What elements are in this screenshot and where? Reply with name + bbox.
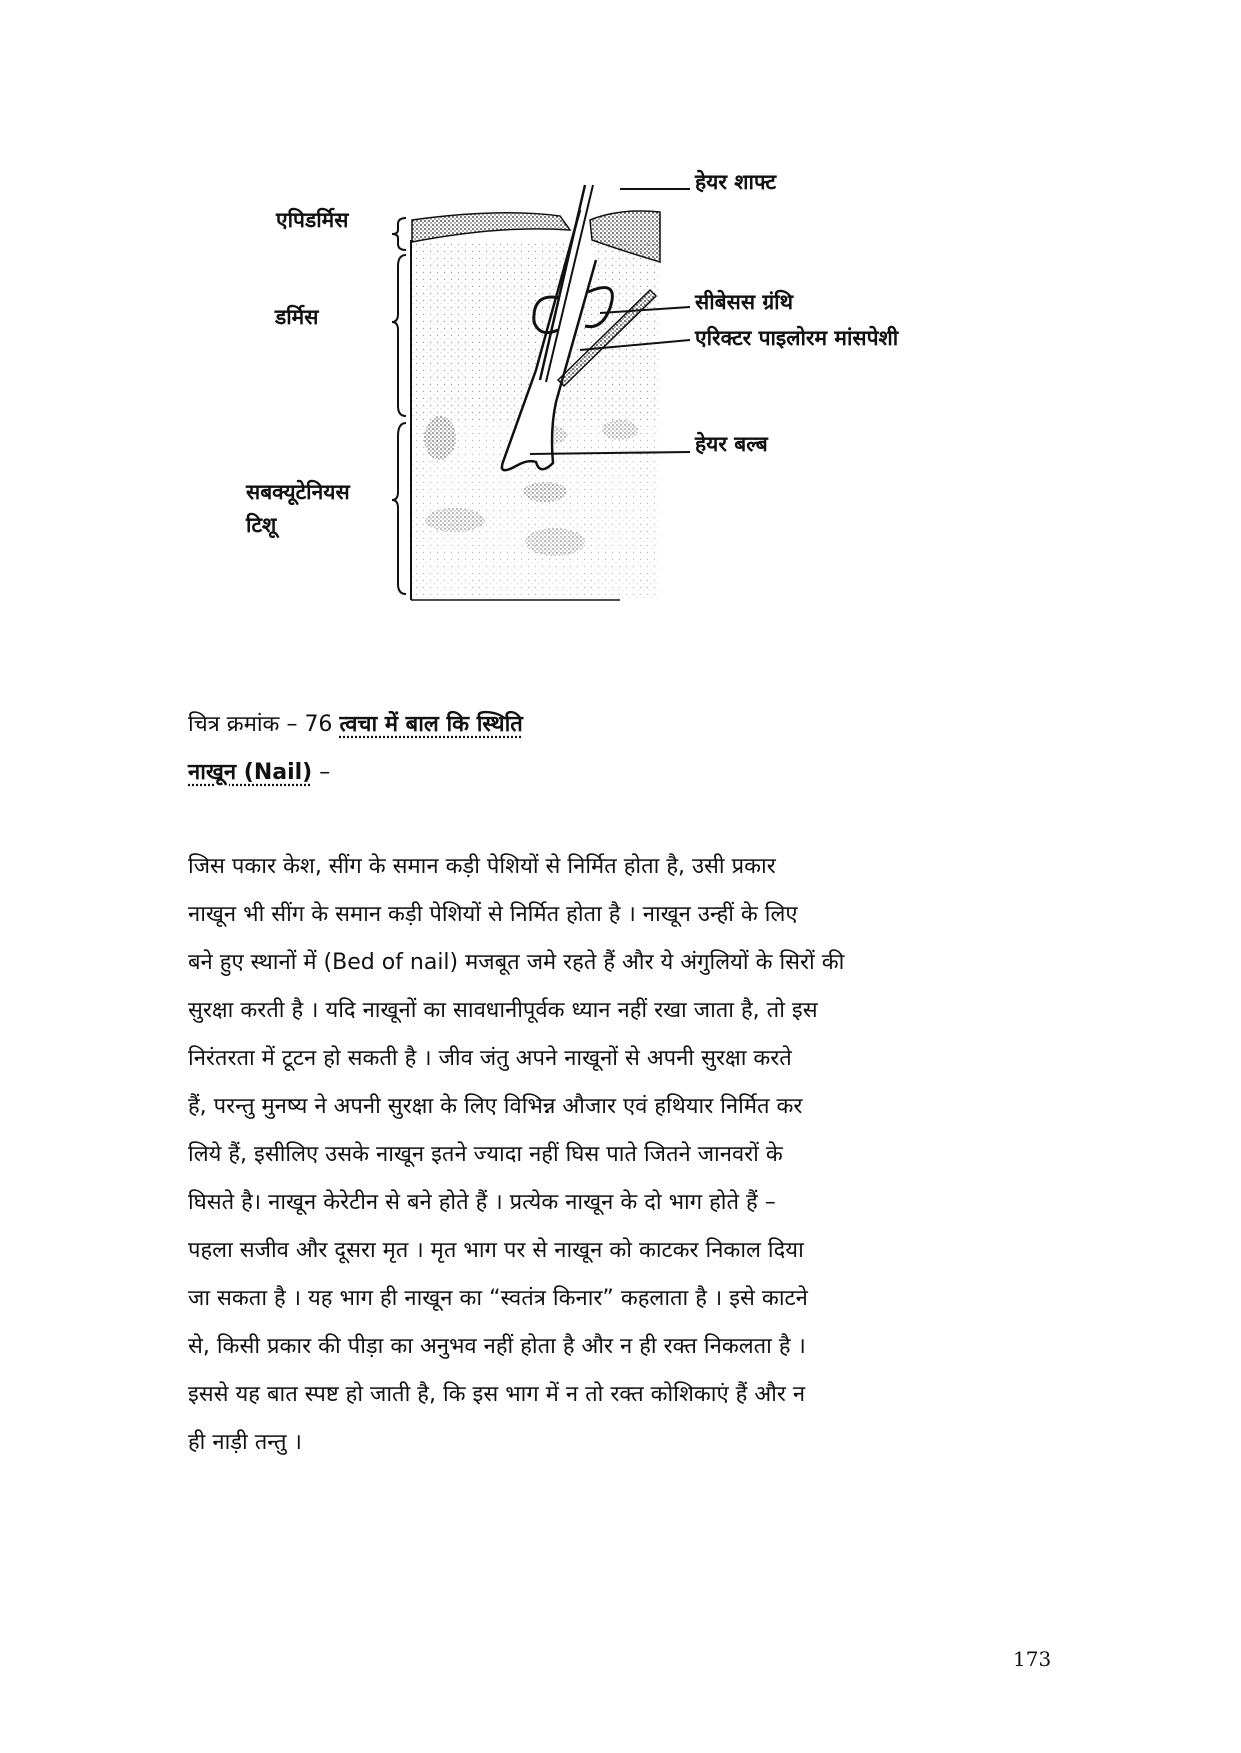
- label-hair-bulb: हेयर बल्ब: [695, 432, 768, 456]
- brace-subcutaneous: [392, 423, 406, 594]
- fat-cell: [602, 420, 638, 440]
- paragraph-line: ही नाड़ी तन्तु ।: [188, 1430, 302, 1455]
- epidermis-layer-left: [412, 213, 570, 242]
- section-heading-text: नाखून (Nail): [188, 760, 313, 785]
- page-number: 173: [1013, 1647, 1052, 1671]
- paragraph-line: इससे यह बात स्पष्ट हो जाती है, कि इस भाग में न तो रक्त कोशिकाएं हैं और न: [188, 1382, 806, 1407]
- paragraph-line: नाखून भी सींग के समान कड़ी पेशियों से निर्मित होता है । नाखून उन्हीं के लिए: [188, 902, 798, 927]
- fat-cell: [525, 528, 585, 556]
- paragraph-line: से, किसी प्रकार की पीड़ा का अनुभव नहीं होता है और न ही रक्त निकलता है ।: [188, 1334, 806, 1359]
- brace-dermis: [392, 255, 406, 416]
- section-heading-dash: –: [319, 760, 331, 785]
- label-sebaceous-gland: सीबेसस ग्रंथि: [695, 290, 794, 314]
- section-heading: [188, 756, 330, 786]
- fat-cell: [425, 508, 485, 532]
- paragraph-line: पहला सजीव और दूसरा मृत । मृत भाग पर से नाखून को काटकर निकाल दिया: [188, 1238, 804, 1263]
- paragraph-line: लिये हैं, इसीलिए उसके नाखून इतने ज्यादा नहीं घिस पाते जितने जानवरों के: [188, 1142, 783, 1167]
- paragraph-line: निरंतरता में टूटन हो सकती है । जीव जंतु अपने नाखूनों से अपनी सुरक्षा करते: [188, 1046, 792, 1071]
- paragraph-line: सुरक्षा करती है । यदि नाखूनों का सावधानीपूर्वक ध्यान नहीं रखा जाता है, तो इस: [188, 998, 818, 1023]
- label-hair-shaft: हेयर शाफ्ट: [695, 170, 777, 194]
- caption-title: त्वचा में बाल कि स्थिति: [339, 712, 523, 737]
- fat-cell: [523, 482, 567, 502]
- brace-epidermis: [392, 218, 406, 250]
- hair-skin-illustration: [240, 180, 1020, 680]
- label-subcutaneous: सबक्यूटेनियस: [246, 480, 350, 504]
- label-dermis: डर्मिस: [275, 305, 319, 329]
- fat-cell: [424, 416, 456, 460]
- paragraph-line: हैं, परन्तु मुनष्य ने अपनी सुरक्षा के लिए विभिन्न औजार एवं हथियार निर्मित कर: [188, 1094, 803, 1119]
- paragraph-line: जिस पकार केश, सींग के समान कड़ी पेशियों से निर्मित होता है, उसी प्रकार: [188, 854, 776, 879]
- label-arrector-pili: एरिक्टर पाइलोरम मांसपेशी: [695, 326, 899, 350]
- figure-caption: [188, 708, 523, 738]
- paragraph-line: जा सकता है । यह भाग ही नाखून का “स्वतंत्र किनार” कहलाता है । इसे काटने: [188, 1286, 808, 1311]
- label-tissue: टिशू: [246, 513, 277, 537]
- label-epidermis: एपिडर्मिस: [276, 208, 349, 232]
- paragraph-line: घिसते है। नाखून केरेटीन से बने होते हैं । प्रत्येक नाखून के दो भाग होते हैं –: [188, 1190, 776, 1215]
- paragraph-line: बने हुए स्थानों में (Bed of nail) मजबूत जमे रहते हैं और ये अंगुलियों के सिरों की: [188, 950, 845, 975]
- caption-prefix: चित्र क्रमांक – 76: [188, 712, 333, 737]
- hair-skin-diagram: [240, 170, 1020, 680]
